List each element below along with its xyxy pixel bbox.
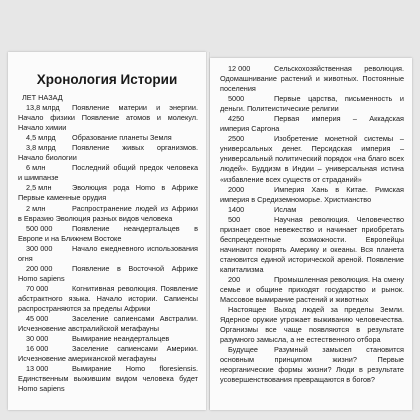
entry-text: Заселение сапиенсами Австралии. Исчезновение австралийской мегафауны [18,314,198,334]
entry-text: Последний общий предок человека и шимпанзе [18,163,198,183]
timeline-entry [18,143,198,163]
entry-year: 200 000 [26,263,53,273]
timeline-entry [18,264,198,284]
timeline-entry [220,275,404,305]
timeline-entry [220,345,404,385]
entry-text: Когнитивная революция. Появление абстрактного языка. Начало истории. Сапиенсы распространяются за пределы Африки [18,283,198,313]
timeline-right [210,58,412,386]
timeline-entry [220,215,404,275]
timeline-entry [18,364,198,394]
entry-text: Появление неандертальцев в Европе и на Ближнем Востоке [18,223,198,243]
entry-text: Первая империя – Аккадская империя Саргона [220,114,404,134]
timeline-entry [18,204,198,224]
entry-year: 12 000 [228,64,251,73]
timeline-left [8,93,206,394]
timeline-entry [220,64,404,94]
entry-year: 16 000 [26,344,49,354]
left-page [8,52,206,410]
entry-text: Изобретение монетной системы – универсальных денег. Персидская империя – универсальный политический порядок «на благо всех людей». Буддизм в Индии – универсальная истина «избавление всех существ от страданий» [220,134,404,184]
entry-text: Империя Хань в Китае. Римская империя в Средиземноморье. Христианство [220,184,404,204]
entry-year: 2000 [228,184,245,194]
entry-year: 2500 [228,134,245,144]
entry-year: 13 000 [26,364,49,374]
entry-text: Начало ежедневного использования огня [18,243,198,263]
timeline-entry [220,114,404,134]
timeline-entry [18,183,198,203]
entry-year: 5000 [228,94,245,104]
timeline-entry [220,185,404,205]
entry-text: Выход людей за пределы Земли. Ядерное оружие угрожает выживанию человечества. Организмы все чаще появляются в результате разумного замысла, а не естественного отбора [220,305,404,345]
entry-year: Будущее [228,345,258,355]
entry-year: 70 000 [26,283,49,293]
entry-year: 2,5 млн [26,183,52,193]
timeline-entry [18,284,198,314]
entry-text: Заселение сапиенсами Америки. Исчезновение американской мегафауны [18,344,198,364]
entry-year: 30 000 [26,334,49,344]
entry-year: 500 000 [26,223,53,233]
timeline-entry [220,205,404,215]
entry-year: 2 млн [26,203,46,213]
timeline-entry [18,244,198,264]
entry-text: Ислам [274,204,297,214]
entry-text: Вымирание Homo floresiensis. Единственным выжившим видом человека будет Homo sapiens [18,364,198,394]
entry-year: 1400 [228,204,245,214]
entry-text: Образование планеты Земля [72,133,172,143]
timeline-entry [18,334,198,344]
entry-year: Настоящее [228,305,267,315]
entry-year: 200 [228,274,241,284]
entry-text: Появление материи и энергии. Начало физики Появление атомов и молекул. Начало химии [18,103,198,133]
entry-text: Промышленная революция. На смену семье и общине приходят государство и рынок. Массовое вымирание растений и животных [220,274,404,305]
entry-year: 300 000 [26,243,53,253]
entry-year: 3,8 млрд [26,143,56,153]
right-page [210,58,412,410]
entry-year: 45 000 [26,314,49,324]
column-header: ЛЕТ НАЗАД [22,93,63,102]
entry-year: 4250 [228,114,245,124]
entry-text: Появление в Восточной Африке Homo sapiens [18,263,198,283]
entry-year: 6 млн [26,163,46,173]
entry-year: 4,5 млрд [26,133,56,143]
timeline-entry [18,344,198,364]
entry-text: Сельскохозяйственная революция. Одомашнивание растений и животных. Постоянные поселения [220,64,404,94]
entry-text: Разумный замысел становится основным принципом жизни? Первые неорганические формы жизни? Люди в результате усовершенствования превращаются в богов? [220,345,404,385]
timeline-entry [18,133,198,143]
entry-year: 500 [228,214,241,224]
entry-text: Научная революция. Человечество признает свое невежество и начинает приобретать беспрецедентные возможности. Европейцы начинают покорять Америку и океаны. Вся планета становится единой исторической ареной. Появление капитализма [220,214,404,274]
entry-year: 13,8 млрд [26,103,60,113]
entry-text: Первые царства, письменность и деньги. Политеистические религии [220,94,404,114]
timeline-entries-left [18,103,198,394]
timeline-entry [18,163,198,183]
entry-text: Эволюция рода Homo в Африке Первые каменные орудия [18,183,198,203]
timeline-entries-right [220,64,404,386]
timeline-entry [18,314,198,334]
timeline-entry [18,103,198,133]
timeline-entry [220,305,404,345]
entry-text: Вымирание неандертальцев [72,334,170,344]
timeline-entry [220,134,404,184]
page-title: Хронология Истории [36,72,178,87]
entry-text: Распространение людей из Африки в Евразию Эволюция разных видов человека [18,203,198,223]
timeline-entry [18,224,198,244]
entry-text: Появление живых организмов. Начало биологии [18,143,198,163]
timeline-entry [220,94,404,114]
